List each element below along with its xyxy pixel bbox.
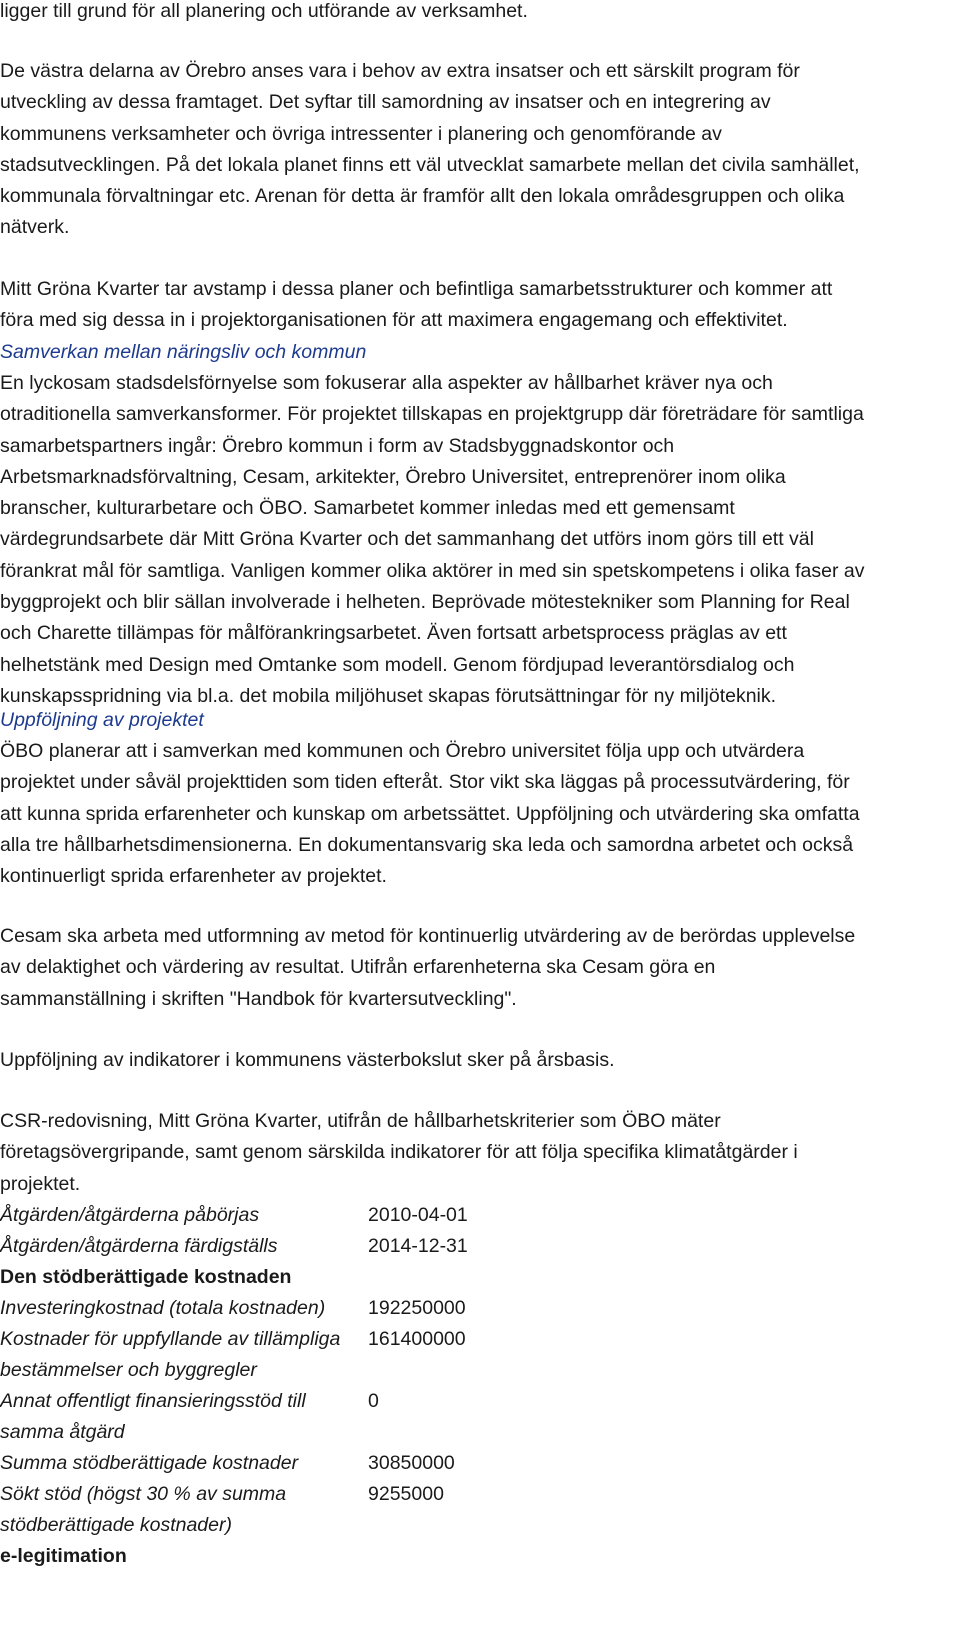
intro-tail	[0, 0, 960, 27]
summa-value: 30850000	[368, 1452, 455, 1474]
paragraph-vastra	[0, 56, 960, 244]
paragraph-line: En lyckosam stadsdelsförnyelse som fokuserar alla aspekter av hållbarhet kräver nya och	[0, 372, 773, 394]
table-row	[0, 1231, 960, 1262]
paragraph-line: projektet under såväl projekttiden som tiden efteråt. Stor vikt ska läggas på processutvärdering, för	[0, 771, 850, 794]
paragraph-line: och Charette tillämpas för målförankringsarbetet. Även fortsatt arbetsprocess präglas av ett	[0, 622, 787, 645]
section-uppfoljning	[0, 705, 960, 892]
table-row	[0, 1541, 960, 1572]
paragraph-line: kunskapsspridning via bl.a. det mobila miljöhuset skapas förutsättningar för ny miljöteknik.	[0, 684, 777, 707]
end-label: Åtgärden/åtgärderna färdigställs	[0, 1235, 278, 1257]
annat-label-line: Annat offentligt finansieringsstöd till	[0, 1390, 306, 1412]
paragraph-line: ligger till grund för all planering och utförande av verksamhet.	[0, 0, 528, 22]
paragraph-line: helhetstänk med Design med Omtanke som modell. Genom fördjupad leverantörsdialog och	[0, 653, 795, 676]
paragraph-line: stadsutvecklingen. På det lokala planet finns ett väl utvecklat samarbete mellan det civila samhället,	[0, 153, 860, 176]
annat-label-line: samma åtgärd	[0, 1421, 125, 1443]
end-value: 2014-12-31	[368, 1235, 468, 1257]
sokt-value: 9255000	[368, 1483, 444, 1505]
uppfyll-label-line: Kostnader för uppfyllande av tillämpliga	[0, 1328, 341, 1350]
annat-label	[0, 1386, 368, 1448]
paragraph-line: branscher, kulturarbetare och ÖBO. Samarbetet kommer inledas med ett gemensamt	[0, 497, 735, 520]
table-row	[0, 1479, 960, 1541]
heading-uppfoljning: Uppföljning av projektet	[0, 709, 204, 731]
paragraph-line: värdegrundsarbete där Mitt Gröna Kvarter och det sammanhang det utförs inom görs till ett väl	[0, 528, 814, 551]
sokt-label-line: Sökt stöd (högst 30 % av summa	[0, 1483, 287, 1505]
invest-value: 192250000	[368, 1297, 466, 1319]
heading-samverkan: Samverkan mellan näringsliv och kommun	[0, 341, 367, 363]
paragraph-csr	[0, 1106, 960, 1200]
start-label: Åtgärden/åtgärderna påbörjas	[0, 1204, 260, 1226]
summa-label: Summa stödberättigade kostnader	[0, 1452, 299, 1474]
paragraph-line: Cesam ska arbeta med utformning av metod för kontinuerlig utvärdering av de berördas upplevelse	[0, 925, 856, 947]
costs-heading: Den stödberättigade kostnaden	[0, 1266, 292, 1288]
paragraph-line: ÖBO planerar att i samverkan med kommunen och Örebro universitet följa upp och utvärdera	[0, 740, 805, 762]
paragraph-line: alla tre hållbarhetsdimensionerna. En dokumentansvarig ska leda och samordna arbetet och också	[0, 833, 854, 856]
paragraph-line: kontinuerligt sprida erfarenheter av projektet.	[0, 865, 387, 888]
table-row	[0, 1448, 960, 1479]
invest-label: Investeringkostnad (totala kostnaden)	[0, 1297, 326, 1319]
paragraph-line: Uppföljning av indikatorer i kommunens västerbokslut sker på årsbasis.	[0, 1049, 615, 1071]
cost-table	[0, 1200, 960, 1572]
table-row	[0, 1262, 960, 1293]
paragraph-line: Arbetsmarknadsförvaltning, Cesam, arkitekter, Örebro Universitet, entreprenörer inom olika	[0, 465, 786, 488]
uppfyll-label-line: bestämmelser och byggregler	[0, 1359, 257, 1381]
paragraph-indikatorer	[0, 1045, 960, 1076]
start-value: 2010-04-01	[368, 1204, 468, 1226]
paragraph-line: att kunna sprida erfarenheter och kunskap om arbetssättet. Uppföljning och utvärdering ska omfatta	[0, 802, 860, 825]
paragraph-line: kommunens verksamheter och övriga intressenter i planering och genomförande av	[0, 122, 722, 145]
elegit-heading: e-legitimation	[0, 1545, 127, 1567]
paragraph-line: förankrat mål för samtliga. Vanligen kommer olika aktörer in med sin spetskompetens i olika faser av	[0, 559, 865, 582]
section-samverkan	[0, 337, 960, 712]
paragraph-line: projektet.	[0, 1172, 81, 1195]
paragraph-mitt	[0, 274, 960, 337]
paragraph-line: samarbetspartners ingår: Örebro kommun i form av Stadsbyggnadskontor och	[0, 434, 675, 457]
paragraph-line: utveckling av dessa framtaget. Det syftar till samordning av insatser och en integrering av	[0, 91, 771, 114]
sokt-label-line: stödberättigade kostnader)	[0, 1514, 232, 1536]
paragraph-line: kommunala förvaltningar etc. Arenan för detta är framför allt den lokala områdesgruppen och olika	[0, 185, 845, 208]
paragraph-cesam	[0, 921, 960, 1015]
table-row	[0, 1324, 960, 1386]
paragraph-line: företagsövergripande, samt genom särskilda indikatorer för att följa specifika klimatåtgärder i	[0, 1141, 798, 1164]
paragraph-line: Mitt Gröna Kvarter tar avstamp i dessa planer och befintliga samarbetsstrukturer och kommer att	[0, 278, 833, 300]
sokt-label	[0, 1479, 368, 1541]
uppfyll-value: 161400000	[368, 1328, 466, 1350]
paragraph-line: av delaktighet och värdering av resultat. Utifrån erfarenheterna ska Cesam göra en	[0, 956, 716, 979]
paragraph-line: sammanställning i skriften "Handbok för kvartersutveckling".	[0, 987, 517, 1010]
table-row	[0, 1293, 960, 1324]
paragraph-line: CSR-redovisning, Mitt Gröna Kvarter, utifrån de hållbarhetskriterier som ÖBO mäter	[0, 1110, 721, 1132]
uppfyll-label	[0, 1324, 368, 1386]
paragraph-line: otraditionella samverkansformer. För projektet tillskapas en projektgrupp där företrädare för samtliga	[0, 403, 864, 426]
table-row	[0, 1200, 960, 1231]
table-row	[0, 1386, 960, 1448]
paragraph-line: De västra delarna av Örebro anses vara i behov av extra insatser och ett särskilt program för	[0, 60, 800, 82]
annat-value: 0	[368, 1390, 379, 1412]
paragraph-line: nätverk.	[0, 216, 70, 239]
paragraph-line: föra med sig dessa in i projektorganisationen för att maximera engagemang och effektivitet.	[0, 309, 788, 332]
paragraph-line: byggprojekt och blir sällan involverade i helheten. Beprövade mötestekniker som Planning for Real	[0, 591, 850, 614]
